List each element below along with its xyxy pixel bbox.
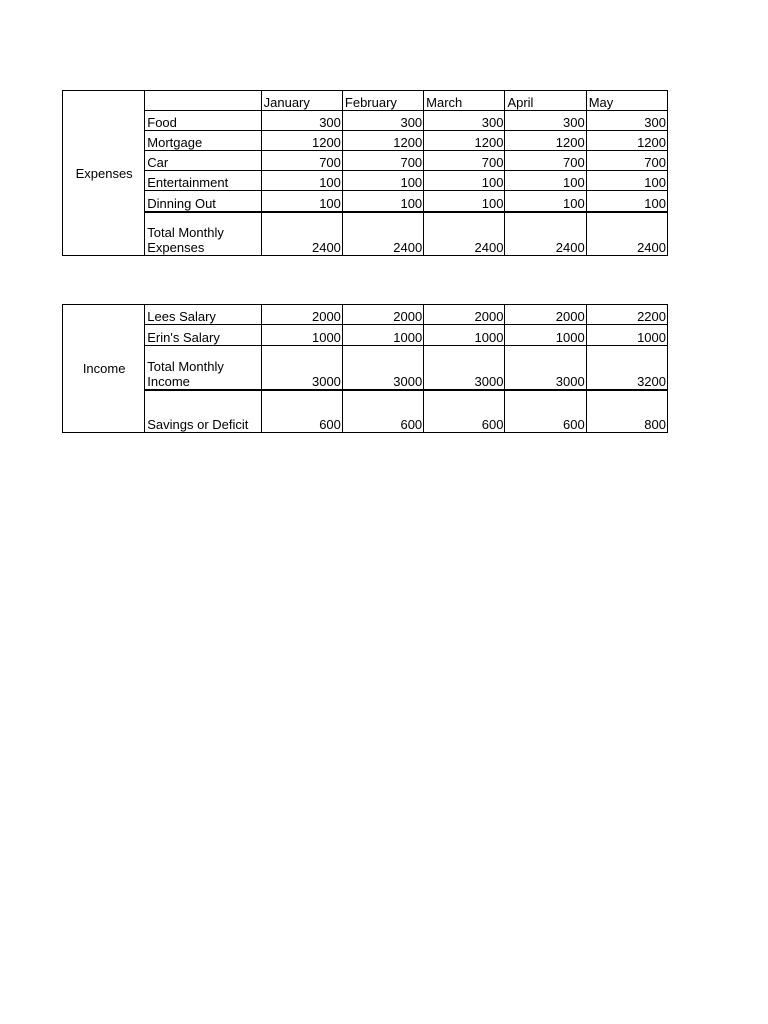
- value-cell[interactable]: 700: [261, 151, 342, 171]
- expense-row-car: [63, 151, 668, 171]
- expense-row-dinning-out: [63, 191, 668, 213]
- total-value-cell[interactable]: 2400: [342, 212, 423, 256]
- value-cell[interactable]: 2000: [424, 305, 505, 325]
- value-cell[interactable]: 100: [505, 171, 586, 191]
- month-header-april[interactable]: April: [505, 91, 586, 111]
- value-cell[interactable]: 100: [424, 171, 505, 191]
- savings-value-cell[interactable]: 600: [424, 390, 505, 433]
- total-value-cell[interactable]: 3000: [505, 346, 586, 391]
- value-cell[interactable]: 700: [342, 151, 423, 171]
- total-value-cell[interactable]: 2400: [261, 212, 342, 256]
- total-label-line2: Income: [147, 374, 190, 389]
- row-label[interactable]: Erin's Salary: [145, 325, 261, 346]
- income-section-label[interactable]: Income: [63, 305, 145, 433]
- value-cell[interactable]: 1000: [342, 325, 423, 346]
- value-cell[interactable]: 100: [424, 191, 505, 213]
- header-blank-cell[interactable]: [145, 91, 261, 111]
- total-label-line1: Total Monthly: [147, 359, 224, 374]
- row-label[interactable]: Dinning Out: [145, 191, 261, 213]
- total-value-cell[interactable]: 2400: [505, 212, 586, 256]
- value-cell[interactable]: 100: [586, 191, 667, 213]
- income-row-lees-salary: [63, 305, 668, 325]
- expenses-table: [62, 90, 668, 256]
- total-value-cell[interactable]: 2400: [586, 212, 667, 256]
- expenses-section-label[interactable]: Expenses: [63, 91, 145, 256]
- value-cell[interactable]: 300: [424, 111, 505, 131]
- value-cell[interactable]: 1200: [342, 131, 423, 151]
- income-table: [62, 304, 668, 433]
- value-cell[interactable]: 1200: [505, 131, 586, 151]
- total-label-line2: Expenses: [147, 240, 205, 255]
- savings-label[interactable]: Savings or Deficit: [145, 390, 261, 433]
- total-income-label[interactable]: [145, 346, 261, 391]
- expense-row-mortgage: [63, 131, 668, 151]
- savings-value-cell[interactable]: 600: [505, 390, 586, 433]
- month-header-may[interactable]: May: [586, 91, 667, 111]
- value-cell[interactable]: 700: [586, 151, 667, 171]
- value-cell[interactable]: 1200: [586, 131, 667, 151]
- value-cell[interactable]: 100: [261, 171, 342, 191]
- value-cell[interactable]: 300: [261, 111, 342, 131]
- value-cell[interactable]: 100: [342, 171, 423, 191]
- total-value-cell[interactable]: 3200: [586, 346, 667, 391]
- total-value-cell[interactable]: 3000: [261, 346, 342, 391]
- income-row-erins-salary: [63, 325, 668, 346]
- row-label[interactable]: Food: [145, 111, 261, 131]
- value-cell[interactable]: 100: [261, 191, 342, 213]
- savings-value-cell[interactable]: 600: [342, 390, 423, 433]
- month-header-march[interactable]: March: [424, 91, 505, 111]
- month-header-january[interactable]: January: [261, 91, 342, 111]
- value-cell[interactable]: 1200: [261, 131, 342, 151]
- value-cell[interactable]: 1000: [261, 325, 342, 346]
- value-cell[interactable]: 300: [505, 111, 586, 131]
- value-cell[interactable]: 700: [505, 151, 586, 171]
- total-expenses-label[interactable]: [145, 212, 261, 256]
- total-label-line1: Total Monthly: [147, 225, 224, 240]
- row-label[interactable]: Entertainment: [145, 171, 261, 191]
- expense-row-entertainment: [63, 171, 668, 191]
- month-header-february[interactable]: February: [342, 91, 423, 111]
- value-cell[interactable]: 2000: [342, 305, 423, 325]
- value-cell[interactable]: 2000: [261, 305, 342, 325]
- value-cell[interactable]: 100: [342, 191, 423, 213]
- total-value-cell[interactable]: 2400: [424, 212, 505, 256]
- value-cell[interactable]: 1200: [424, 131, 505, 151]
- row-label[interactable]: Mortgage: [145, 131, 261, 151]
- value-cell[interactable]: 300: [342, 111, 423, 131]
- value-cell[interactable]: 1000: [424, 325, 505, 346]
- row-label[interactable]: Car: [145, 151, 261, 171]
- savings-value-cell[interactable]: 600: [261, 390, 342, 433]
- income-total-row: [63, 346, 668, 391]
- total-value-cell[interactable]: 3000: [424, 346, 505, 391]
- value-cell[interactable]: 1000: [586, 325, 667, 346]
- expense-row-food: [63, 111, 668, 131]
- savings-row: [63, 390, 668, 433]
- value-cell[interactable]: 100: [586, 171, 667, 191]
- row-label[interactable]: Lees Salary: [145, 305, 261, 325]
- month-header-row: [63, 91, 668, 111]
- value-cell[interactable]: 2200: [586, 305, 667, 325]
- value-cell[interactable]: 2000: [505, 305, 586, 325]
- value-cell[interactable]: 100: [505, 191, 586, 213]
- value-cell[interactable]: 1000: [505, 325, 586, 346]
- value-cell[interactable]: 300: [586, 111, 667, 131]
- value-cell[interactable]: 700: [424, 151, 505, 171]
- expenses-total-row: [63, 212, 668, 256]
- savings-value-cell[interactable]: 800: [586, 390, 667, 433]
- total-value-cell[interactable]: 3000: [342, 346, 423, 391]
